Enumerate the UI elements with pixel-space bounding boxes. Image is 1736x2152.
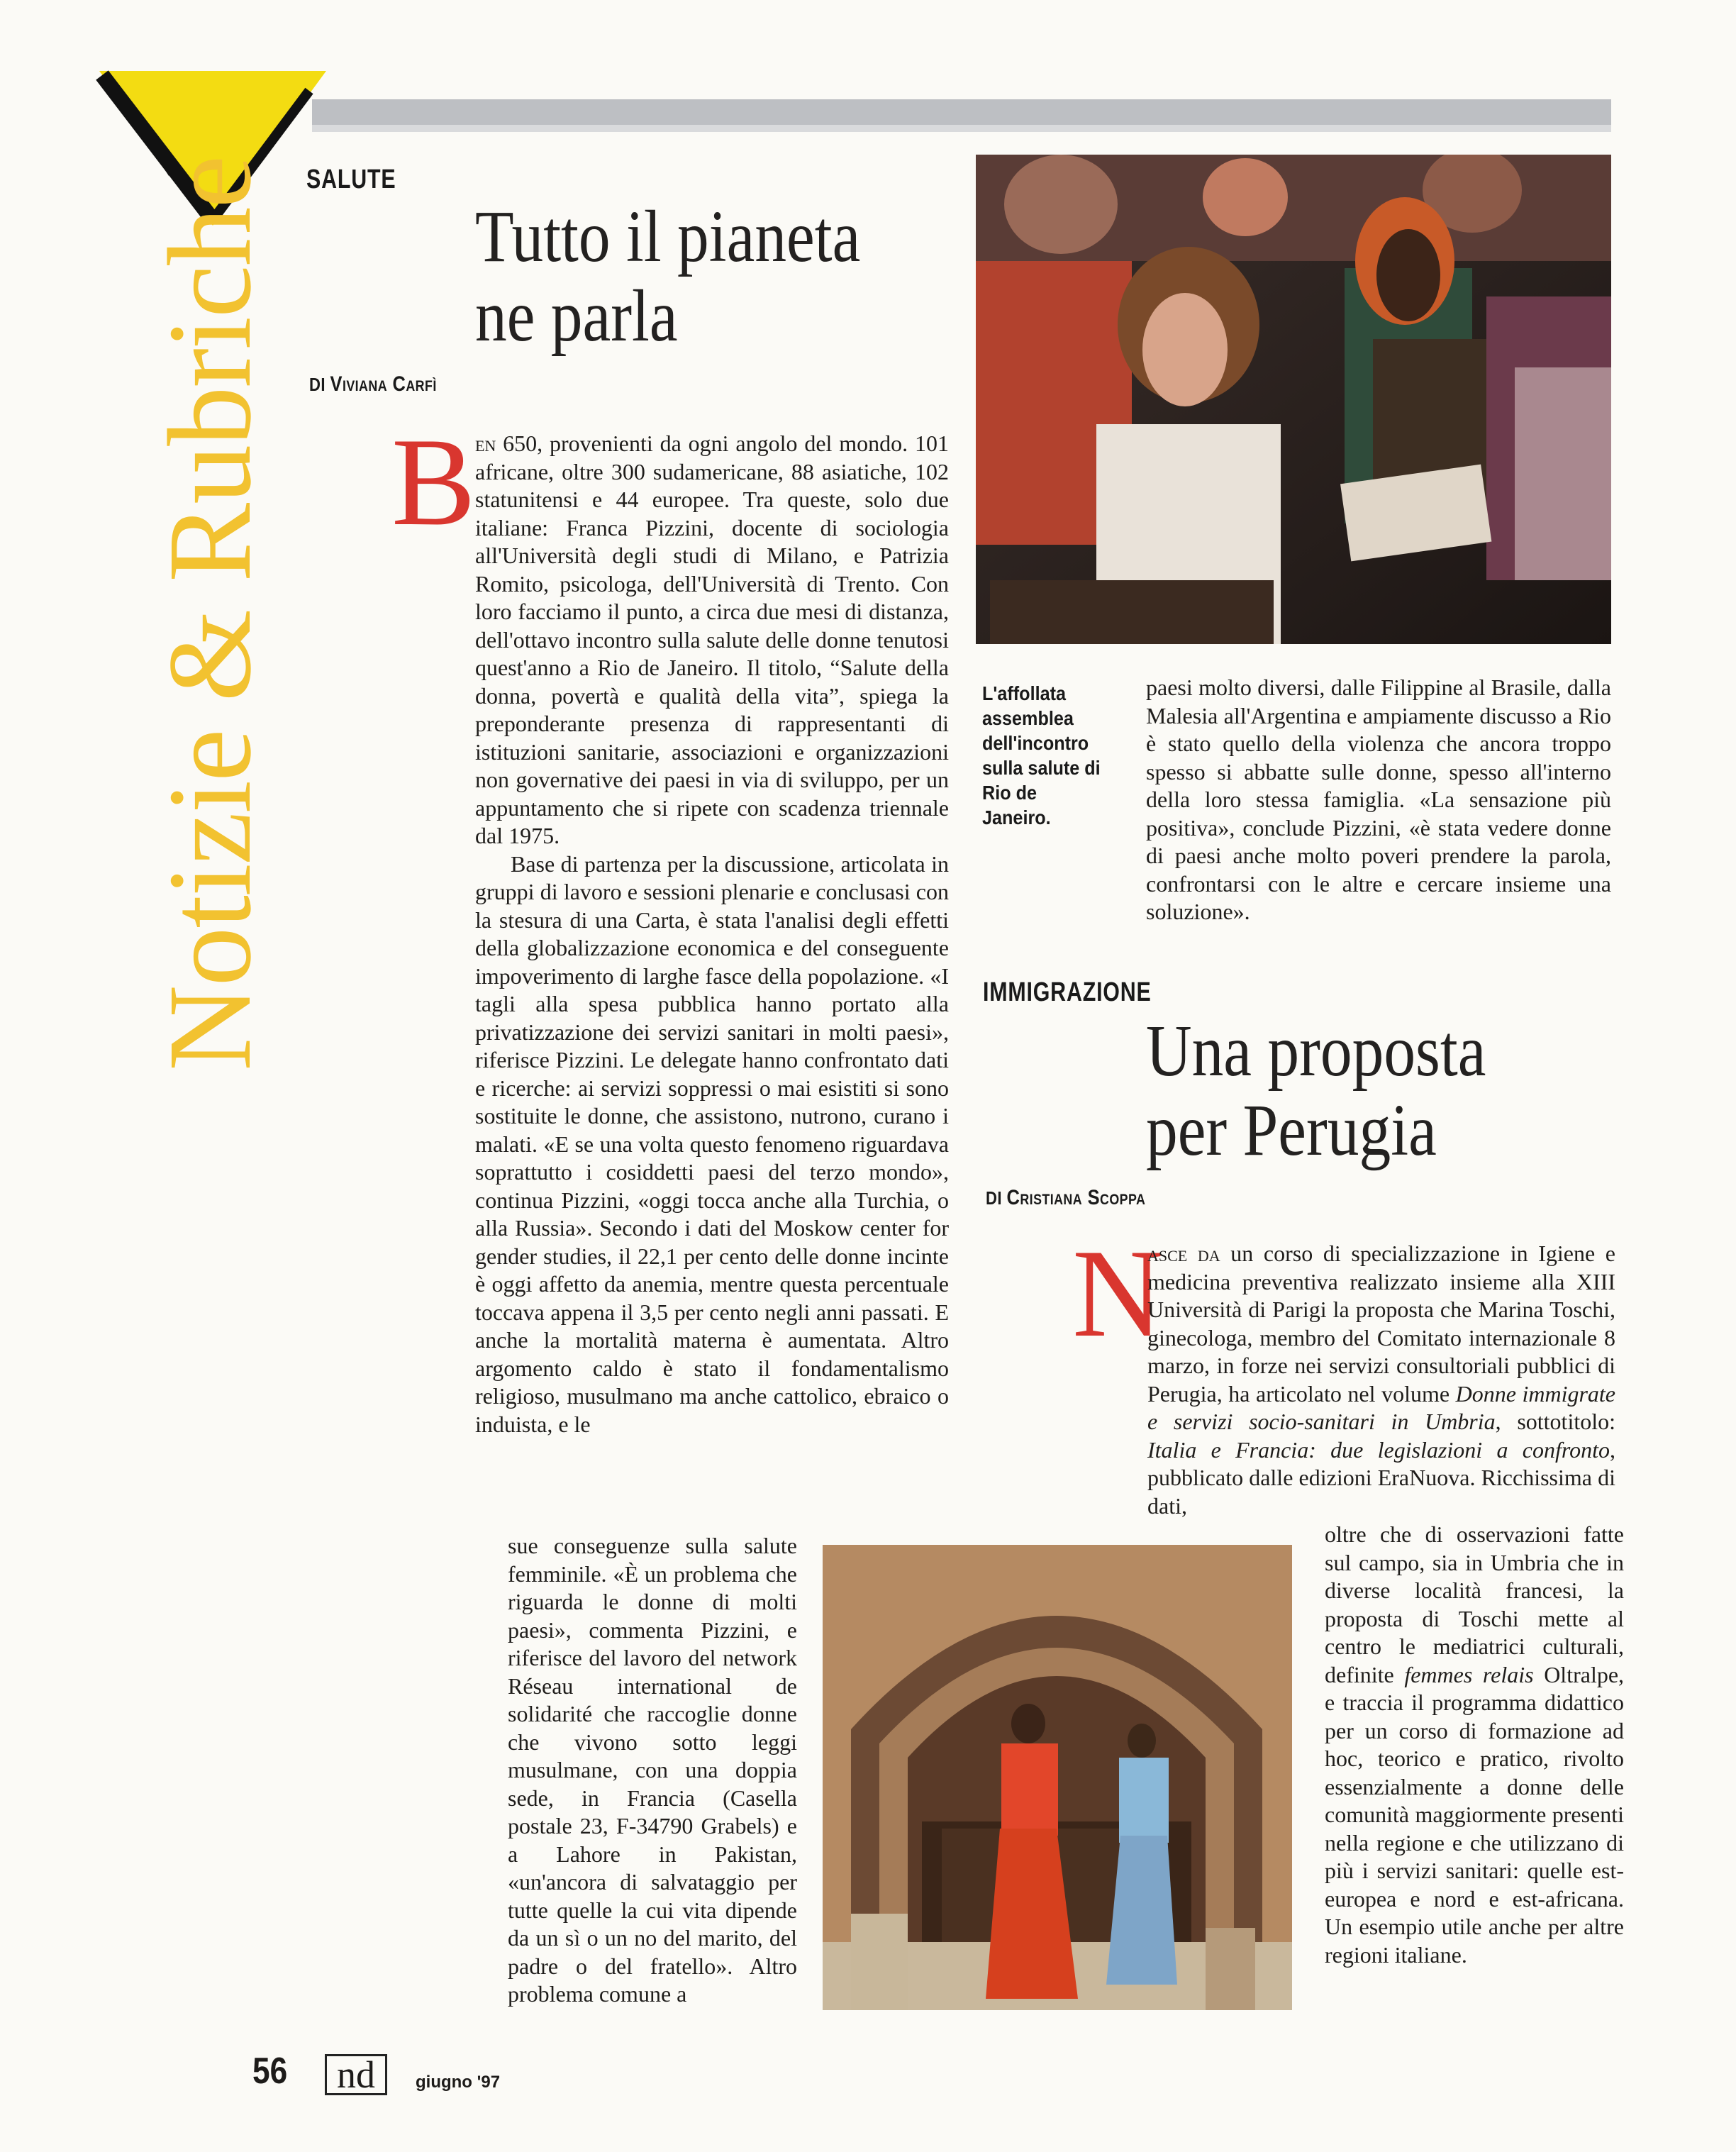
- headline-line2: per Perugia: [1146, 1089, 1437, 1171]
- headline-line1: Tutto il pianeta: [475, 196, 861, 277]
- headline-line1: Una proposta: [1146, 1010, 1486, 1092]
- byline-article1: DI Viviana Carfì: [309, 372, 437, 396]
- headline-line2: ne parla: [475, 275, 678, 357]
- magazine-logo: nd: [325, 2054, 387, 2095]
- lead-word: asce da: [1147, 1241, 1220, 1266]
- photo-caption-article1: L'affollata assemblea dell'incontro sulla salute di Rio de Janeiro.: [982, 682, 1101, 828]
- article1-col1: [475, 430, 949, 1438]
- article1-paragraph-1: en 650, provenienti da ogni angolo del mondo. 101 africane, oltre 300 sudamericane, 88 asiatiche, 102 statunitensi e 44 europee. Tra queste, solo due italiane: Franca Pizzini, docente di sociologia all'Università degli studi di Milano, e Patrizia Romito, psicologa, dell'Università di Trento. Con loro facciamo il punto, a circa due mesi di distanza, dell'ottavo incontro sulla salute delle donne tenutosi quest'anno a Rio de Janeiro. Il titolo, “Salute della donna, povertà e qualità della vita”, spiega la preponderante presenza di rappresentanti di istituzioni sanitarie, associazioni e organizzazioni non governative dei paesi in via di sviluppo, per un appuntamento che si ripete con scadenza triennale dal 1975.: [475, 431, 949, 848]
- article1-col2: [1146, 674, 1611, 926]
- article2-paragraph-1: asce da un corso di specializzazione in Igiene e medicina preventiva realizzato insieme alla XIII Università di Parigi la proposta che Marina Toschi, ginecologa, membro del Comitato internazionale 8 marzo, in forze nei servizi consultoriali pubblici di Perugia, ha articolato nel volume Donne immigrate e servizi socio-sanitari in Umbria, sottotitolo: Italia e Francia: due legislazioni a confronto, pubblicato dalle edizioni EraNuova. Ricchissima di dati,: [1147, 1241, 1616, 1519]
- page-number: 56: [252, 2051, 288, 2092]
- headline-article2: [1146, 1011, 1549, 1170]
- article2-col-top: [1147, 1240, 1615, 1520]
- header-band: [312, 99, 1611, 128]
- lead-word: en: [475, 431, 503, 456]
- article2-paragraph-2: oltre che di osservazioni fatte sul campo, sia in Umbria che in diverse località francesi, la proposta di Toschi mette al centro le mediatrici culturali, definite femmes relais Oltralpe, e traccia il programma didattico per un corso di formazione ad hoc, teorico e pratico, rivolto essenzialmente a donne delle comunità maggiormente presenti nella regione e che utilizzano di più i servizi sanitari: quelle est-europea e nord e est-africana. Un esempio utile anche per altre regioni italiane.: [1325, 1521, 1625, 1968]
- section-tag-immigrazione: IMMIGRAZIONE: [983, 977, 1152, 1007]
- article1-paragraph-3: sue conseguenze sulla salute femminile. «È un problema che riguarda le donne di molti paesi», commenta Pizzini, e riferisce del lavoro del network Réseau international de solidarité che raccoglie donne che vivono sotto leggi musulmane, con una doppia sede, in Francia (Casella postale 23, F-34790 Grabels) e a Lahore in Pakistan, «un'ancora di salvataggio per tutte quelle la cui vita dipende da un sì o un no del marito, del padre o del fratello». Altro problema comune a: [508, 1533, 797, 2007]
- article2-col-bottom: [1325, 1521, 1624, 1969]
- book-title: Donne immigrate e servizi socio-sanitari in Umbria: [1147, 1380, 1615, 1434]
- rubric-title: Notizie & Rubriche: [144, 157, 276, 1071]
- article1-paragraph-4: paesi molto diversi, dalle Filippine al Brasile, dalla Malesia all'Argentina e ampiamente discusso a Rio è stato quello della violenza che ancora troppo spesso si abbatte sulle donne, spesso all'interno della loro stessa famiglia. «La sensazione più positiva», conclude Pizzini, «è stata vedere donne di paesi anche molto poveri prendere la parola, confrontarsi con le altre e cercare insieme una soluzione».: [1146, 675, 1611, 924]
- headline-article1: [475, 197, 902, 356]
- article1-paragraph-2: Base di partenza per la discussione, articolata in gruppi di lavoro e sessioni plenarie e conclusasi con la stesura di una Carta, è stata l'analisi degli effetti della globalizzazione economica e del conseguente impoverimento di larghe fasce della popolazione. «I tagli alla spesa pubblica hanno portato alla privatizzazione dei servizi sanitari in molti paesi», riferisce Pizzini. Le delegate hanno confrontato dati e ricerche: ai servizi soppressi o mai esistiti si sono sostituite le donne, che assistono, nutrono, curano i malati. «E se una volta questo fenomeno riguardava soprattutto i cosiddetti paesi del terzo mondo», continua Pizzini, «oggi tocca anche alla Turchia, o alla Russia». Secondo i dati del Moskow center for gender studies, il 22,1 per cento delle donne incinte è oggi affetto da anemia, mentre questa percentuale toccava appena il 3,5 per cento negli anni passati. E anche la mortalità materna è aumentata. Altro argomento caldo è stato il fondamentalismo religioso, musulmano ma anche cattolico, ebraico o induista, e le: [475, 850, 949, 1437]
- dropcap-b: B: [391, 411, 476, 552]
- term-femmes-relais: femmes relais: [1404, 1661, 1534, 1687]
- article1-col1-continued: [508, 1532, 797, 2009]
- byline-article2: DI Cristiana Scoppa: [986, 1186, 1146, 1209]
- photo-conference: [976, 155, 1611, 644]
- book-subtitle: Italia e Francia: due legislazioni a confronto: [1147, 1436, 1610, 1463]
- section-tag-salute: SALUTE: [306, 165, 396, 194]
- issue-date: giugno '97: [416, 2073, 501, 2092]
- photo-perugia: [823, 1545, 1292, 2010]
- header-band-shadow: [312, 125, 1611, 132]
- dropcap-n: N: [1072, 1223, 1164, 1363]
